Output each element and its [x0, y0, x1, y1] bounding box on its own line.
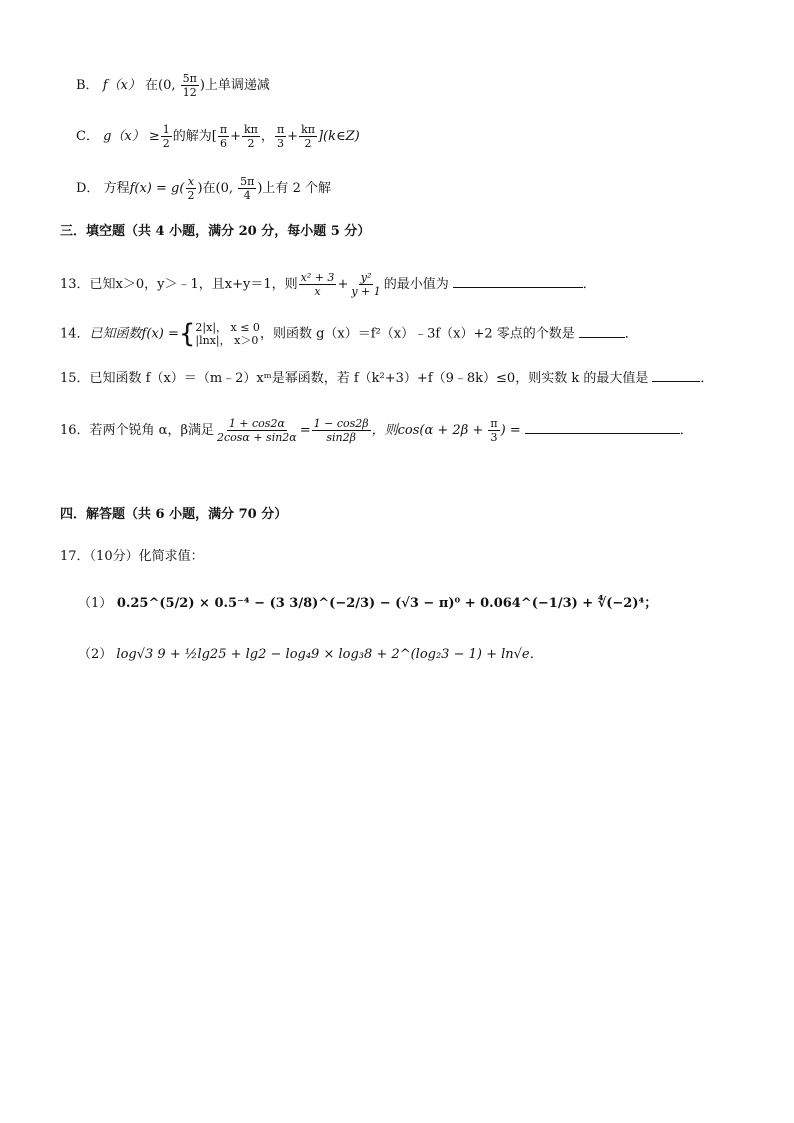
- section-four-title: 四．解答题（共 6 小题，满分 70 分）: [60, 507, 288, 522]
- piecewise-brace: { 2|x|， x ≤ 0 |lnx|， x＞0: [178, 319, 260, 350]
- option-c: C． g（x） ≥ $\frac{1}{2}$ 的解为[ $\frac{\pi}{6}$ + $\frac{k\pi}{2}$ ， $\frac{\pi}{3}$ + $\frac{k\pi}{2}$ ](k∈Z): [76, 123, 360, 150]
- fraction-pi-3: $\frac{\pi}{3}$: [276, 123, 285, 150]
- fraction-kpi-2: $\frac{k\pi}{2}$: [244, 123, 258, 150]
- question-13: 13．已知x＞0，y＞﹣1，且x+y＝1，则 $\frac{\text{x² + 3}}{x}$ + $\frac{\text{y²}}{y + 1}$ 的最小值为 ．: [60, 271, 596, 298]
- option-b-fx: f（x）: [102, 78, 141, 93]
- fraction-y2-over-y1: $\frac{\text{y²}}{y + 1}$: [351, 271, 381, 298]
- expression-17-2: log√3 9 + ½lg25 + lg2 − log₄9 × log₃8 + 2^(log₂3 − 1) + ln√e．: [116, 647, 543, 662]
- question-16: 16．若两个锐角 α，β满足 $\frac{1 + \cos 2\alpha}{2\cos\alpha + \sin 2\alpha}$ = $\frac{1 - \cos 2\beta}{\sin 2\beta}$ ，则cos(α + 2β + $\frac{\pi}{3}$ ) = ．: [60, 417, 693, 444]
- fraction-cos2b: $\frac{1 - \cos 2\beta}{\sin 2\beta}$: [313, 417, 369, 444]
- question-17-part-2: （2） log√3 9 + ½lg25 + lg2 − log₄9 × log₃8 + 2^(log₂3 − 1) + ln√e．: [78, 647, 543, 662]
- question-15: 15．已知函数 f（x）＝（m﹣2）xᵐ是幂函数，若 f（k²+3）+f（9﹣8k）≤0，则实数 k 的最大值是 ．: [60, 371, 714, 386]
- fraction-x2-3-over-x: $\frac{\text{x² + 3}}{x}$: [300, 271, 335, 298]
- option-b: B． f（x） 在(0, $\frac{5\pi}{12}$ )上单调递减: [76, 72, 270, 99]
- fraction-5pi-12: $\frac{5\pi}{12}$: [182, 72, 197, 99]
- fraction-kpi-2-b: $\frac{k\pi}{2}$: [301, 123, 315, 150]
- answer-blank-15[interactable]: [652, 380, 700, 382]
- answer-blank-13[interactable]: [453, 286, 583, 288]
- option-d: D． 方程f(x) = g( $\frac{x}{2}$ )在(0, $\frac{5\pi}{4}$ )上有 2 个解: [76, 175, 331, 202]
- answer-blank-16[interactable]: [525, 432, 680, 434]
- section-three-title: 三．填空题（共 4 小题，满分 20 分，每小题 5 分）: [60, 224, 371, 239]
- expression-17-1: 0.25^(5/2) × 0.5⁻⁴ − (3 3/8)^(−2/3) − (√3 − π)⁰ + 0.064^(−1/3) + ∜(−2)⁴；: [116, 596, 658, 611]
- fraction-5pi-4: $\frac{5\pi}{4}$: [240, 175, 255, 202]
- question-17-part-1: （1） 0.25^(5/2) × 0.5⁻⁴ − (3 3/8)^(−2/3) − (√3 − π)⁰ + 0.064^(−1/3) + ∜(−2)⁴；: [78, 596, 658, 611]
- fraction-pi-6: $\frac{\pi}{6}$: [219, 123, 228, 150]
- fraction-x-2: $\frac{x}{2}$: [187, 175, 195, 202]
- fraction-cos2a: $\frac{1 + \cos 2\alpha}{2\cos\alpha + \sin 2\alpha}$: [216, 417, 297, 444]
- answer-blank-14[interactable]: [579, 336, 625, 338]
- fraction-half: $\frac{1}{2}$: [162, 123, 170, 150]
- fraction-pi-3-q16: $\frac{\pi}{3}$: [490, 417, 498, 444]
- question-17: 17．（10分）化简求值：: [60, 549, 204, 564]
- question-14: 14．已知函数f(x) = { 2|x|， x ≤ 0 |lnx|， x＞0 ，则函数 g（x）＝f²（x）﹣3f（x）+2 零点的个数是 ．: [60, 319, 638, 350]
